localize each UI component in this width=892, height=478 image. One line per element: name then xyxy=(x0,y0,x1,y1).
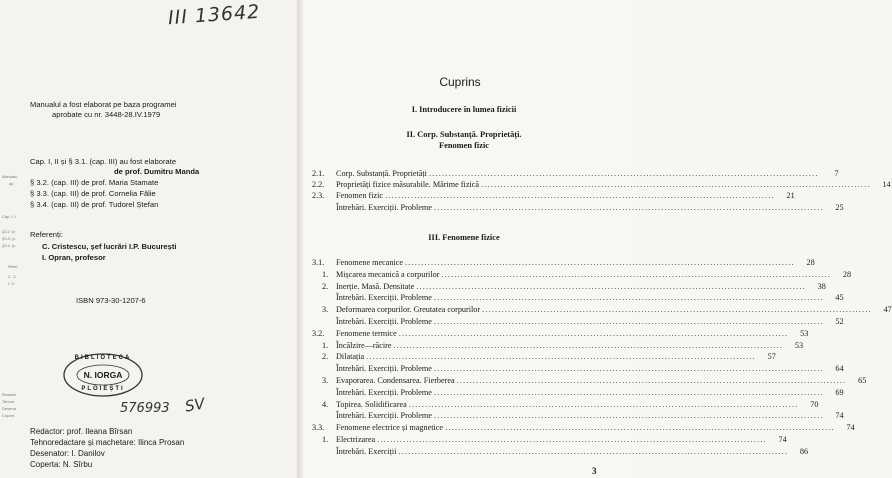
toc-entry-title: Corp. Substanță. Proprietăți xyxy=(336,169,427,178)
credit-cover: Coperta: N. Sîrbu xyxy=(30,460,93,469)
toc-entry-title: Mișcarea mecanică a corpurilor xyxy=(336,269,440,279)
chapter-2-heading-line-2: Fenomen fizic xyxy=(438,141,489,150)
toc-row xyxy=(312,363,844,374)
toc-entry-title: Evaporarea. Condensarea. Fierberea xyxy=(336,376,455,385)
toc-leader-dots: ........................................................................................................................ xyxy=(366,352,756,362)
toc-entry-title: Întrebări. Exerciții. Probleme xyxy=(336,202,432,212)
toc-leader-dots: ........................................................................................................................ xyxy=(416,281,806,291)
margin-note: C. C xyxy=(8,274,16,279)
toc-row xyxy=(312,446,809,457)
toc-entry-page: 53 xyxy=(800,328,809,338)
toc-leader-dots: ........................................................................................................................ xyxy=(481,180,871,190)
toc-leader-dots: ........................................................................................................................ xyxy=(398,446,789,456)
toc-entry-number: 3. xyxy=(322,376,329,385)
handwritten-mark: SV xyxy=(183,394,207,416)
authors-line-2: de prof. Dumitru Manda xyxy=(114,167,200,176)
toc-entry-title: Încălzire—răcire xyxy=(336,340,392,350)
toc-title: Cuprins xyxy=(439,75,481,89)
toc-row xyxy=(312,328,809,339)
margin-note: §3.4. (c xyxy=(2,243,16,248)
toc-entry-title: Întrebări. Exerciții. Probleme xyxy=(336,364,432,374)
stamp-text-middle: N. IORGA xyxy=(83,370,123,380)
toc-entry-number: 2. xyxy=(322,281,329,291)
toc-leader-dots: ........................................................................................................................ xyxy=(428,169,819,178)
approval-line-1: Manualul a fost elaborat pe baza programei xyxy=(30,100,177,109)
toc-row xyxy=(312,168,839,179)
toc-entry-number: 2.3. xyxy=(312,191,325,201)
toc-row xyxy=(312,422,855,433)
authors-line-1: Cap. I, II și § 3.1. (cap. III) au fost elaborate xyxy=(30,157,177,166)
authors-line-3: § 3.2. (cap. III) de prof. Maria Stamate xyxy=(30,178,159,187)
toc-entry-number: 4. xyxy=(322,399,329,409)
isbn: ISBN 973-30-1207-6 xyxy=(76,296,146,305)
toc-row xyxy=(312,304,892,315)
toc-entry-page: 52 xyxy=(835,317,844,326)
toc-leader-dots: ........................................................................................................................ xyxy=(482,305,872,315)
toc-entry-page: 28 xyxy=(842,269,852,279)
toc-entry-page: 38 xyxy=(817,281,826,291)
toc-entry-title: Întrebări. Exerciții. Probleme xyxy=(336,293,432,303)
toc-entry-title: Deformarea corpurilor. Greutatea corpurilor xyxy=(336,305,481,315)
toc-row xyxy=(312,351,776,362)
authors-line-4: § 3.3. (cap. III) de prof. Cornelia Fălie xyxy=(30,189,156,198)
chapter-3-heading: III. Fenomene fizice xyxy=(428,233,500,242)
margin-note: ap xyxy=(9,181,14,186)
toc-row xyxy=(312,269,852,280)
toc-entry-page: 65 xyxy=(858,376,867,385)
toc-entry-title: Proprietăți fizice măsurabile. Mărime fizică xyxy=(336,180,479,190)
toc-entry-number: 3. xyxy=(322,305,329,315)
margin-note: Refer xyxy=(8,264,18,269)
toc-entry-page: 57 xyxy=(767,352,776,362)
page-number: 3 xyxy=(592,466,597,476)
stamp-text-bottom: PLOIEȘTI xyxy=(81,386,125,392)
margin-note: §3.3. (c xyxy=(2,236,16,241)
toc-entry-page: 70 xyxy=(810,399,819,409)
toc-entry-page: 53 xyxy=(794,340,804,350)
toc-row xyxy=(312,281,826,292)
toc-entry-number: 1. xyxy=(322,435,329,444)
chapter-2-heading-line-1: II. Corp. Substanță. Proprietăți. xyxy=(406,130,522,139)
toc-row xyxy=(312,434,787,445)
authors-line-5: § 3.4. (cap. III) de prof. Tudorel Ștefan xyxy=(30,200,159,209)
toc-entry-page: 74 xyxy=(846,423,855,433)
margin-note: Cap. I, I xyxy=(2,214,17,219)
library-stamp xyxy=(62,352,144,398)
toc-leader-dots: ........................................................................................................................ xyxy=(441,269,832,279)
toc-entry-page: 47 xyxy=(883,305,892,315)
toc-entry-page: 74 xyxy=(835,411,844,421)
toc-leader-dots: ........................................................................................................................ xyxy=(405,258,795,267)
handwritten-call-number: III 13642 xyxy=(167,0,261,30)
toc-entry-number: 2. xyxy=(322,352,329,362)
toc-entry-number: 2.2. xyxy=(312,180,325,190)
toc-row xyxy=(312,257,815,268)
toc-leader-dots: ........................................................................................................................ xyxy=(433,317,824,326)
credit-illustrator: Desenator: I. Danilov xyxy=(30,449,105,458)
margin-note: Manualu xyxy=(2,174,18,179)
approval-line-2: aprobate cu nr. 3448-28.IV.1979 xyxy=(52,110,161,119)
toc-leader-dots: ........................................................................................................................ xyxy=(445,423,835,433)
toc-entry-title: Întrebări. Exerciții. Probleme xyxy=(336,411,432,421)
toc-leader-dots: ........................................................................................................................ xyxy=(398,328,789,338)
referee-1: C. Cristescu, șef lucrări I.P. București xyxy=(42,242,177,251)
toc-entry-title: Fenomene electrice și magnetice xyxy=(336,423,444,433)
toc-row xyxy=(312,375,867,386)
margin-note: §3.2. (c xyxy=(2,229,16,234)
toc-leader-dots: ........................................................................................................................ xyxy=(377,435,767,444)
toc-entry-page: 14 xyxy=(882,180,891,190)
toc-entry-title: Fenomene mecanice xyxy=(336,258,404,267)
toc-entry-title: Fenomene termice xyxy=(336,328,397,338)
toc-entry-title: Topirea. Solidificarea xyxy=(336,399,407,409)
toc-entry-page: 7 xyxy=(834,169,839,178)
credit-typesetting: Tehnoredactare și machetare: Ilinca Prosan xyxy=(30,438,185,447)
toc-entry-number: 1. xyxy=(322,269,329,279)
toc-leader-dots: ........................................................................................................................ xyxy=(456,376,847,385)
credit-editor: Redactor: prof. Ileana Bîrsan xyxy=(30,427,133,436)
toc-entry-page: 64 xyxy=(835,364,844,374)
margin-note: Redacti xyxy=(2,392,16,397)
stamp-text-top: BIBLIOTECA xyxy=(74,355,132,361)
toc-entry-title: Întrebări. Exerciții. Probleme xyxy=(336,317,432,326)
toc-entry-number: 3.1. xyxy=(312,258,325,267)
toc-leader-dots: ........................................................................................................................ xyxy=(408,399,799,409)
toc-leader-dots: ........................................................................................................................ xyxy=(433,387,824,397)
toc-row xyxy=(312,387,844,398)
toc-entry-page: 45 xyxy=(835,293,844,303)
toc-leader-dots: ........................................................................................................................ xyxy=(393,340,784,350)
toc-entry-page: 21 xyxy=(786,191,795,201)
toc-entry-title: Inerție. Masă. Densitate xyxy=(336,281,415,291)
toc-leader-dots: ........................................................................................................................ xyxy=(433,293,824,303)
toc-entry-number: 2.1. xyxy=(312,169,325,178)
book-gutter xyxy=(297,0,303,478)
toc-leader-dots: ........................................................................................................................ xyxy=(433,202,824,212)
toc-entry-title: Electrizarea xyxy=(336,435,376,444)
margin-note: Copert xyxy=(2,413,15,418)
toc-entry-title: Întrebări. Exerciții. Probleme xyxy=(336,387,432,397)
toc-entry-number: 3.2. xyxy=(312,328,325,338)
toc-entry-page: 74 xyxy=(778,435,787,444)
toc-entry-page: 69 xyxy=(835,387,844,397)
toc-row xyxy=(312,292,844,303)
toc-leader-dots: ........................................................................................................................ xyxy=(433,411,824,421)
toc-entry-page: 86 xyxy=(799,446,809,456)
toc-leader-dots: ........................................................................................................................ xyxy=(433,364,824,374)
toc-entry-number: 1. xyxy=(322,340,329,350)
toc-entry-page: 28 xyxy=(806,258,815,267)
handwritten-inventory-number: 576993 xyxy=(120,401,170,416)
toc-row xyxy=(312,190,795,201)
toc-entry-number: 3.3. xyxy=(312,423,325,433)
margin-note: Desena xyxy=(2,406,16,411)
toc-row xyxy=(312,179,891,190)
toc-row xyxy=(312,316,844,327)
toc-entry-page: 25 xyxy=(835,202,844,212)
referee-2: I. Opran, profesor xyxy=(42,253,106,262)
toc-row xyxy=(312,340,804,351)
toc-row xyxy=(312,202,844,213)
margin-note: I. O xyxy=(8,281,15,286)
toc-row xyxy=(312,410,844,421)
toc-leader-dots: ........................................................................................................................ xyxy=(385,191,775,201)
toc-row xyxy=(312,399,819,410)
toc-entry-title: Întrebări. Exerciții xyxy=(336,446,397,456)
margin-note: Tehnor xyxy=(2,399,15,404)
referees-label: Referenți: xyxy=(30,230,63,239)
toc-entry-title: Dilatația xyxy=(336,352,365,362)
chapter-1-heading: I. Introducere în lumea fizicii xyxy=(411,105,517,114)
toc-entry-title: Fenomen fizic xyxy=(336,191,384,201)
